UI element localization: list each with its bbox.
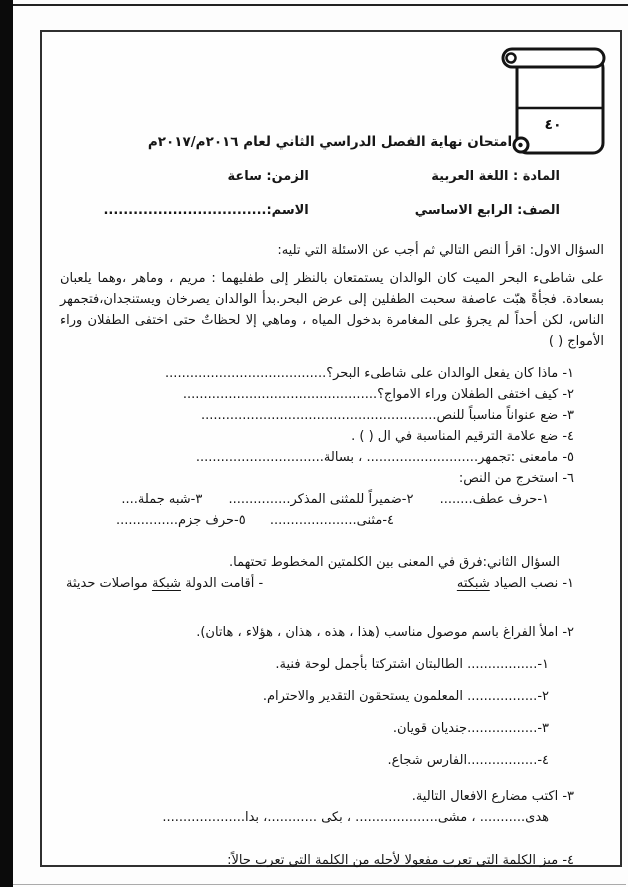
- question-line: ٣- ضع عنواناً مناسباً للنص.........................................................: [200, 408, 574, 423]
- extract-row-1: [56, 489, 604, 510]
- extract-item: ٢-ضميراً للمثنى المذكر...............: [228, 492, 414, 507]
- scan-edge-strip: [0, 0, 13, 887]
- verbs-blanks-line: هدى........... ، مشى.................... ، بكى ............، بدا....................: [162, 810, 549, 825]
- exam-title: امتحان نهاية الفصل الدراسي الثاني لعام ٢٠١٦م/٢٠١٧م: [147, 134, 513, 150]
- meta-row-2: [56, 200, 604, 221]
- fill-blank-item: ٢-................. المعلمون يستحقون التقدير والاحترام.: [262, 689, 549, 704]
- section1-questions: [56, 363, 604, 489]
- underlined-word: شبكته: [456, 576, 490, 591]
- page-border: [40, 30, 622, 867]
- fill-blank-heading: ٢- املأ الفراغ باسم موصول مناسب (هذا ، هذه ، هذان ، هؤلاء ، هاتان).: [196, 625, 574, 640]
- reading-passage: على شاطىء البحر الميت كان الوالدان يستمتعان بالنظر إلى طفليهما : مريم ، وماهر ،وهما يلعبان بسعادة. فجأةً هبّت عاصفة سحبت الطفلين إلى عرض البحر.بدأ الوالدان يصرخان ويستنجدان،فتجمهر الناس، لكن أحداً لم يجرؤ على المغامرة بدخول المياه ، وماهي إلا لحظاتٌ حتى اختفى الطفلان وراء الأمواج ( ): [60, 271, 604, 349]
- verbs-heading: ٣- اكتب مضارع الافعال التالية.: [411, 789, 574, 804]
- meta-row-1: [56, 166, 604, 187]
- fill-blank-item: ٣-.................جنديان قويان.: [392, 721, 549, 736]
- question-line: ٢- كيف اختفى الطفلان وراء الامواج؟...............................................: [182, 387, 574, 402]
- scan-bottom-line: [13, 884, 626, 885]
- question-line: ١- ماذا كان يفعل الوالدان على شاطىء البحر؟.......................................: [165, 366, 574, 381]
- time-label: الزمن: ساعة: [227, 169, 309, 184]
- pair-right: [457, 573, 574, 594]
- question-line: ٦- استخرج من النص:: [458, 471, 574, 486]
- scan-top-line: [13, 4, 628, 6]
- page-content: [42, 32, 620, 868]
- total-marks-badge: ٤٠: [544, 117, 562, 133]
- grade-label: الصف: الرابع الاساسي: [414, 203, 560, 218]
- distinguish-heading: ٤- ميز الكلمة التي تعرب مفعولا لأجله من الكلمة التي تعرب حالاً:: [227, 853, 574, 868]
- pair-left: [66, 573, 263, 594]
- name-field: الاسم:.................................: [103, 203, 309, 218]
- pair-left-tail: مواصلات حديثة: [66, 576, 152, 591]
- section2-heading: السؤال الثاني:فرق في المعنى بين الكلمتين المخطوط تحتهما.: [229, 555, 560, 570]
- section1-heading: السؤال الاول: اقرأ النص التالي ثم أجب عن الاسئلة التي تليه:: [277, 243, 604, 258]
- fill-blank-item: ١-................. الطالبتان اشتركتا بأجمل لوحة فنية.: [275, 657, 549, 672]
- extract-row-2: [56, 510, 604, 531]
- extract-item: ٣-شبه جملة....: [121, 492, 203, 507]
- pair-left-text: - أقامت الدولة: [180, 576, 264, 591]
- extract-item: ٥-حرف جزم...............: [116, 513, 246, 528]
- question-line: ٥- مامعنى :تجمهر........................... ، بسالة...............................: [195, 450, 574, 465]
- question-line: ٤- ضع علامة الترقيم المناسبة في ال ( ) .: [351, 429, 574, 444]
- extract-item: ٤-مثنى.....................: [269, 513, 394, 528]
- subject-label: المادة : اللغة العربية: [431, 169, 560, 184]
- underlined-word: شبكة: [151, 576, 181, 591]
- pair-right-text: ١- نصب الصياد: [489, 576, 574, 591]
- fill-blank-item: ٤-.................الفارس شجاع.: [387, 753, 549, 768]
- underlined-words-pair: [56, 573, 604, 594]
- extract-item: ١-حرف عطف........: [439, 492, 549, 507]
